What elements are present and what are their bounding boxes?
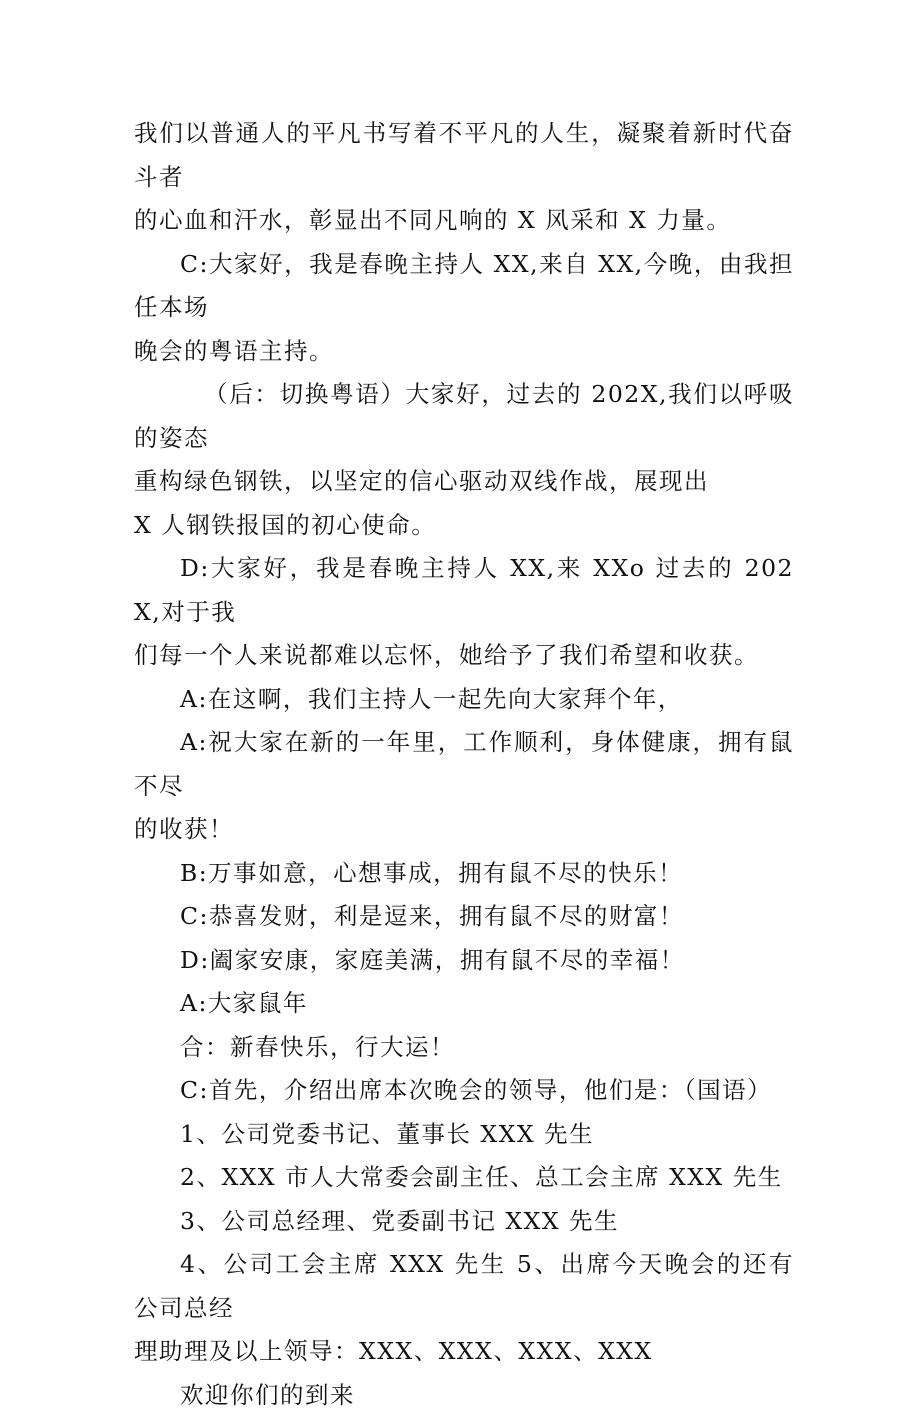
paragraph-leader-1 — [134, 1113, 794, 1157]
paragraph-intro — [134, 112, 794, 243]
paragraph-cantonese — [134, 373, 794, 547]
paragraph-host-b-wish — [134, 852, 794, 896]
text-line: 重构绿色钢铁，以坚定的信心驱动双线作战，展现出 — [134, 460, 794, 504]
paragraph-leader-2 — [134, 1156, 794, 1200]
text-line: 2、XXX 市人大常委会副主任、总工会主席 XXX 先生 — [134, 1156, 794, 1200]
text-line: A:祝大家在新的一年里，工作顺利，身体健康，拥有鼠不尽 — [134, 721, 794, 808]
text-line: 3、公司总经理、党委副书记 XXX 先生 — [134, 1200, 794, 1244]
text-line: 的收获！ — [134, 808, 794, 852]
text-line: 理助理及以上领导：XXX、XXX、XXX、XXX — [134, 1330, 794, 1374]
paragraph-host-d-intro — [134, 547, 794, 678]
paragraph-host-c-intro — [134, 243, 794, 374]
paragraph-host-d-wish — [134, 939, 794, 983]
text-line: D:阖家安康，家庭美满，拥有鼠不尽的幸福！ — [134, 939, 794, 983]
paragraph-host-a-greeting — [134, 678, 794, 722]
text-line: 晚会的粤语主持。 — [134, 330, 794, 374]
paragraph-welcome — [134, 1374, 794, 1417]
text-line: X 人钢铁报国的初心使命。 — [134, 504, 794, 548]
paragraph-together — [134, 1026, 794, 1070]
text-line: 1、公司党委书记、董事长 XXX 先生 — [134, 1113, 794, 1157]
text-line: C:大家好，我是春晚主持人 XX,来自 XX,今晚，由我担任本场 — [134, 243, 794, 330]
text-line: 合：新春快乐，行大运！ — [134, 1026, 794, 1070]
text-line: 4、公司工会主席 XXX 先生 5、出席今天晚会的还有公司总经 — [134, 1243, 794, 1330]
paragraph-leader-4-5 — [134, 1243, 794, 1374]
text-line: B:万事如意，心想事成，拥有鼠不尽的快乐！ — [134, 852, 794, 896]
document-body — [134, 112, 794, 1417]
text-line: 的心血和汗水，彰显出不同凡响的 X 风采和 X 力量。 — [134, 199, 794, 243]
text-line: 欢迎你们的到来 — [134, 1374, 794, 1417]
text-line: （后：切换粤语）大家好，过去的 202X,我们以呼吸的姿态 — [134, 373, 794, 460]
text-line: A:在这啊，我们主持人一起先向大家拜个年， — [134, 678, 794, 722]
text-line: 们每一个人来说都难以忘怀，她给予了我们希望和收获。 — [134, 634, 794, 678]
text-line: A:大家鼠年 — [134, 982, 794, 1026]
text-line: 我们以普通人的平凡书写着不平凡的人生，凝聚着新时代奋斗者 — [134, 112, 794, 199]
text-line: C:首先，介绍出席本次晚会的领导，他们是：（国语） — [134, 1069, 794, 1113]
paragraph-host-c-wish — [134, 895, 794, 939]
paragraph-leader-3 — [134, 1200, 794, 1244]
paragraph-leaders-intro — [134, 1069, 794, 1113]
paragraph-host-a-wish — [134, 721, 794, 852]
text-line: C:恭喜发财，利是逗来，拥有鼠不尽的财富！ — [134, 895, 794, 939]
paragraph-host-a-rat-year — [134, 982, 794, 1026]
text-line: D:大家好，我是春晚主持人 XX,来 XXo 过去的 202X,对于我 — [134, 547, 794, 634]
